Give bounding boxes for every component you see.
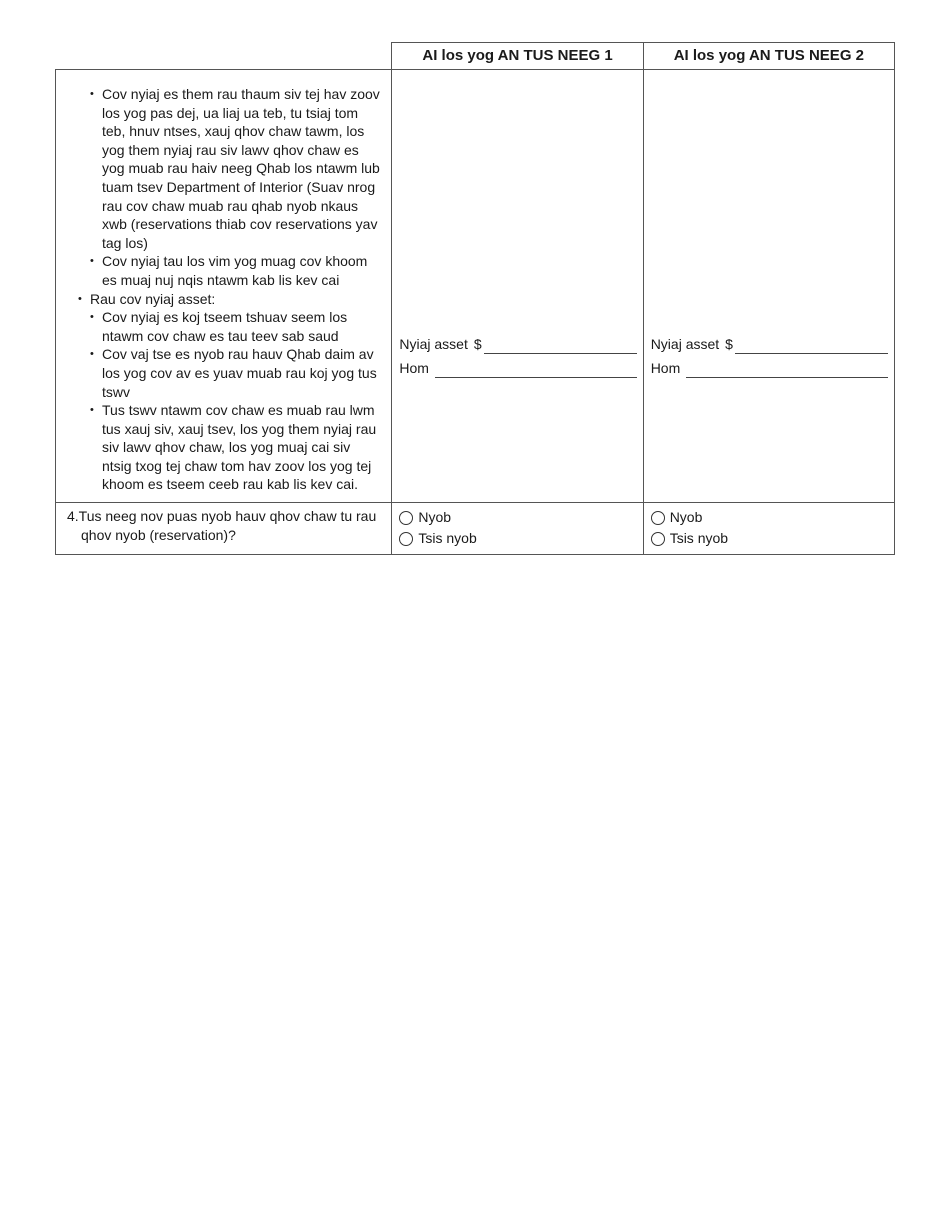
list-item: • Cov nyiaj tau los vim yog muag cov khoom es muaj nuj nqis ntawm kab lis kev cai xyxy=(102,252,381,289)
person-2-asset-cell xyxy=(643,70,894,503)
header-person-1: AI los yog AN TUS NEEG 1 xyxy=(392,43,643,70)
asset-type-label: Hom xyxy=(399,360,429,377)
question-3-bullets xyxy=(56,85,381,494)
person-2-asset-type-input[interactable] xyxy=(686,361,888,378)
list-item: • Cov nyiaj es them rau thaum siv tej hav zoov los yog pas dej, ua liaj ua teb, tu tsiaj tom teb, hnuv ntses, xauj qhov chaw tawm, los yog them nyiaj rau siv lawv qhov chaw es yog muab rau haiv neeg Qhab los ntawm lub tuam tsev Department of Interior (Suav nrog rau cov chaw muab rau qhab nyob nkaus xwb (reservations thiab cov reservations yav tag los) xyxy=(102,85,381,252)
asset-heading: Rau cov nyiaj asset: xyxy=(90,290,216,307)
radio-button[interactable] xyxy=(399,511,413,525)
asset-type-label: Hom xyxy=(650,360,681,377)
person-2-asset-amount xyxy=(651,330,888,354)
person-1-asset-amount-input[interactable] xyxy=(484,337,637,354)
currency-symbol: $ xyxy=(725,336,733,353)
person-1-option-yes[interactable] xyxy=(399,507,635,528)
radio-button[interactable] xyxy=(651,511,665,525)
person-1-option-no[interactable] xyxy=(399,528,635,549)
question-4-row xyxy=(56,503,895,555)
header-blank-cell xyxy=(56,43,392,70)
header-row xyxy=(56,43,895,70)
person-2-reservation-options xyxy=(643,503,894,555)
asset-amount-label: Nyiaj asset xyxy=(399,336,468,353)
radio-button[interactable] xyxy=(399,532,413,546)
person-2-asset-type xyxy=(651,354,888,378)
list-item: • Cov vaj tse es nyob rau hauv Qhab daim av los yog cov av es yuav muab rau koj yog tus tswv xyxy=(102,345,381,401)
option-label: Tsis nyob xyxy=(418,530,477,547)
radio-button[interactable] xyxy=(651,532,665,546)
person-2-option-no[interactable] xyxy=(651,528,887,549)
person-1-asset-type-input[interactable] xyxy=(435,361,637,378)
person-2-asset-fields xyxy=(651,330,888,378)
option-label: Nyob xyxy=(669,509,703,526)
person-2-option-yes[interactable] xyxy=(651,507,887,528)
person-1-asset-fields xyxy=(399,330,636,378)
asset-amount-label: Nyiaj asset xyxy=(650,336,720,353)
person-1-asset-cell xyxy=(392,70,643,503)
question-4-text: 4.Tus neeg nov puas nyob hauv qhov chaw tu rau qhov nyob (reservation)? xyxy=(67,508,377,543)
question-3-row xyxy=(56,70,895,503)
person-1-asset-type xyxy=(399,354,636,378)
question-4-text-cell xyxy=(56,503,392,555)
asset-bullets xyxy=(90,308,381,494)
asset-heading-item xyxy=(90,290,381,495)
person-1-reservation-options xyxy=(392,503,643,555)
option-label: Tsis nyob xyxy=(669,530,729,547)
person-2-asset-amount-input[interactable] xyxy=(735,337,888,354)
list-item: • Cov nyiaj es koj tseem tshuav seem los ntawm cov chaw es tau teev sab saud xyxy=(102,308,381,345)
income-form-table xyxy=(55,42,895,555)
currency-symbol: $ xyxy=(473,336,482,353)
question-3-text-cell xyxy=(56,70,392,503)
header-person-2: AI los yog AN TUS NEEG 2 xyxy=(643,43,894,70)
option-label: Nyob xyxy=(418,509,452,526)
list-item: • Tus tswv ntawm cov chaw es muab rau lwm tus xauj siv, xauj tsev, los yog them nyiaj rau siv lawv qhov chaw, los yog muaj cai siv ntsig txog tej chaw tom hav zoov los yog tej khoom es tseem ceeb rau kab lis kev cai. xyxy=(102,401,381,494)
person-1-asset-amount xyxy=(399,330,636,354)
